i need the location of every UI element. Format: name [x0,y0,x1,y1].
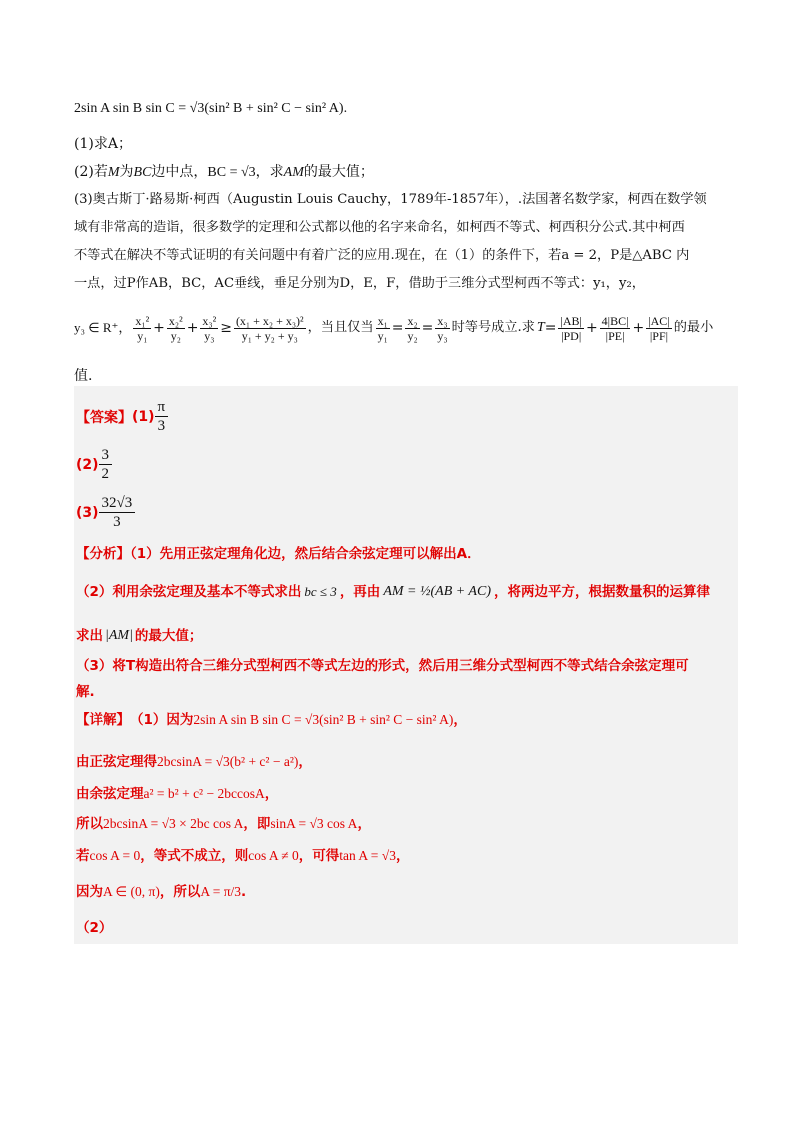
question-3-line-5: y₃ ∈ R⁺， $\frac{\text{x₁²}}{\text{y₁}}$ + $\frac{\text{x₂²}}{\text{y₂}}$ + $\frac{\text{x₃²}}{\text{y₃}}$ ≥ $\frac{\text{(x₁ + x₂ + x₃)²}}{\text{y₁ + y₂ + y₃}}$ ，当且仅当 $\frac{\text{x₁}}{\text{y₁}}$ = $\frac{\text{x₂}}{\text{y₂}}$ = $\frac{\text{x₃}}{\text{y₃}}$ 时等号成立.求 T = $\frac{|AB|}{|PD|}$ + $\frac{4|BC|}{|PE|}$ + $\frac{|AC|}{|PF|}$ 的最小 [74,313,714,343]
analysis-line-2: （2）利用余弦定理及基本不等式求出 bc ≤ 3 ，再由 AM = ½(AB + AC) ，将两边平方，根据数量积的运算律 [76,584,710,600]
ratio-2: $\frac{\text{x₂}}{\text{y₂}}$ [407,313,418,343]
t-term-1: $\frac{|AB|}{|PD|}$ [560,313,582,343]
answer-3: (3) 32√3 3 [76,494,135,531]
detail-line-4: 所以 2bcsinA = √3 × 2bc cos A ，即 sinA = √3 cos A ， [76,816,371,832]
analysis-line-1: 【分析】（1）先用正弦定理角化边，然后结合余弦定理可以解出A． [76,546,481,562]
detail-label: 【详解】 [76,712,130,728]
question-3-line-4: 一点，过P作AB，BC，AC垂线，垂足分别为D，E，F，借助于三维分式型柯西不等式：y₁，y₂， [74,276,645,291]
question-3-line-6: 值. [74,368,93,384]
detail-line-7: （2） [76,920,113,936]
detail-line-6: 因为 A ∈ (0, π) ，所以 A = π/3 . [76,884,247,900]
question-3-line-3: 不等式在解决不等式证明的有关问题中有着广泛的应用.现在，在（1）的条件下，若a = 2，P是△ABC 内 [74,248,690,263]
fraction-cauchy-rhs: $\frac{\text{(x₁ + x₂ + x₃)²}}{\text{y₁ + y₂ + y₃}}$ [235,313,304,343]
fraction-x1-y1: $\frac{\text{x₁²}}{\text{y₁}}$ [135,313,150,343]
analysis-line-4: （3）将T构造出符合三维分式型柯西不等式左边的形式，然后用三维分式型柯西不等式结合余弦定理可 [76,658,689,674]
detail-line-5: 若 cos A = 0 ，等式不成立，则 cos A ≠ 0 ，可得 tan A = √3 ， [76,848,410,864]
detail-line-3: 由余弦定理 a² = b² + c² − 2bccosA ， [76,786,279,802]
question-3-line-2: 域有非常高的造诣，很多数学的定理和公式都以他的名字来命名，如柯西不等式、柯西积分公式.其中柯西 [74,220,685,235]
analysis-label: 【分析】 [76,546,130,562]
detail-line-2: 由正弦定理得 2bcsinA = √3(b² + c² − a²) ， [76,754,312,770]
analysis-line-3: 求出 |AM| 的最大值； [76,628,203,644]
question-2: (2)若M为BC边中点，BC = √3，求AM的最大值； [74,164,374,180]
given-equation: 2sin A sin B sin C = √3(sin² B + sin² C − sin² A). [74,101,348,116]
ratio-1: $\frac{\text{x₁}}{\text{y₁}}$ [377,313,388,343]
ratio-3: $\frac{\text{x₃}}{\text{y₃}}$ [437,313,448,343]
question-3-line-1: (3)奥古斯丁·路易斯·柯西（Augustin Louis Cauchy，1789年-1857年），.法国著名数学家，柯西在数学领 [74,192,707,207]
answer-1: 【答案】 (1) π 3 [76,398,168,435]
t-term-2: $\frac{4|BC|}{|PE|}$ [601,313,629,343]
answer-label: 【答案】 [76,409,132,426]
analysis-line-5: 解. [76,684,95,700]
t-term-3: $\frac{|AC|}{|PF|}$ [648,313,670,343]
fraction-x2-y2: $\frac{\text{x₂²}}{\text{y₂}}$ [168,313,183,343]
answer-2: (2) 3 2 [76,446,112,483]
question-1: (1)求A； [74,136,132,152]
detail-line-1: 【详解】 （1）因为 2sin A sin B sin C = √3(sin² B + sin² C − sin² A) ， [76,712,467,728]
fraction-x3-y3: $\frac{\text{x₃²}}{\text{y₃}}$ [202,313,217,343]
